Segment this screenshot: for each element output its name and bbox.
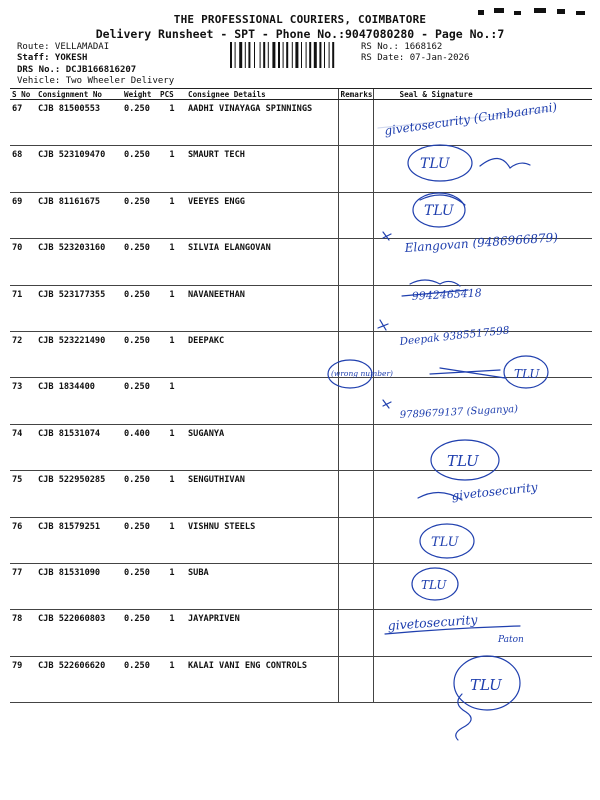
row-consignee: VISHNU STEELS [186,517,338,563]
row-pcs: 1 [158,146,186,192]
row-pcs: 1 [158,100,186,146]
row-sno: 69 [10,192,36,238]
row-weight: 0.250 [122,100,158,146]
col-consignment: Consignment No [36,89,122,100]
stamp-text: TLU [447,452,479,470]
row-consignee: KALAI VANI ENG CONTROLS [186,656,338,702]
table-row [10,239,592,285]
row-consignment: CJB 1834400 [36,378,122,424]
row-weight: 0.250 [122,331,158,377]
row-sno: 75 [10,471,36,517]
row-weight: 0.250 [122,517,158,563]
row-pcs: 1 [158,424,186,470]
handwritten-note: givetosecurity [387,611,478,633]
row-consignee: VEEYES ENGG [186,192,338,238]
runsheet-subtitle: Delivery Runsheet - SPT - Phone No.:9047080280 - Page No.:7 [95,27,505,41]
row-weight: 0.400 [122,424,158,470]
row-sno: 67 [10,100,36,146]
staff-label: Staff: YOKESH [17,53,88,63]
row-seal-signature [373,610,592,656]
row-remarks [338,378,373,424]
row-consignee: SENGUTHIVAN [186,471,338,517]
stamp-text: TLU [514,367,540,381]
row-pcs: 1 [158,239,186,285]
handwritten-note: Deepak 9385517598 [399,324,511,348]
row-pcs: 1 [158,192,186,238]
row-remarks [338,424,373,470]
row-sno: 71 [10,285,36,331]
row-consignment: CJB 81500553 [36,100,122,146]
table-row [10,424,592,470]
row-pcs: 1 [158,517,186,563]
row-seal-signature [373,656,592,702]
row-weight: 0.250 [122,656,158,702]
row-seal-signature [373,471,592,517]
row-pcs: 1 [158,610,186,656]
row-consignment: CJB 522606620 [36,656,122,702]
handwritten-note: givetosecurity (Cumbaarani) [383,99,558,138]
row-seal-signature [373,424,592,470]
row-weight: 0.250 [122,285,158,331]
row-consignee: NAVANEETHAN [186,285,338,331]
row-pcs: 1 [158,471,186,517]
row-consignee: AADHI VINAYAGA SPINNINGS [186,100,338,146]
row-pcs: 1 [158,285,186,331]
row-remarks [338,285,373,331]
row-sno: 73 [10,378,36,424]
table-header-row [10,89,592,100]
row-weight: 0.250 [122,192,158,238]
row-remarks [338,610,373,656]
table-row [10,517,592,563]
table-row [10,192,592,238]
table-row [10,563,592,609]
handwritten-note: Paton [498,635,524,645]
row-remarks [338,192,373,238]
row-consignment: CJB 81531074 [36,424,122,470]
row-seal-signature [373,378,592,424]
row-remarks [338,656,373,702]
col-weight: Weight [122,89,158,100]
row-remarks [338,100,373,146]
company-title: THE PROFESSIONAL COURIERS, COIMBATORE [173,13,427,26]
row-consignment: CJB 523177355 [36,285,122,331]
row-remarks [338,239,373,285]
col-sno: S No [10,89,36,100]
corner-marks [442,2,592,62]
row-weight: 0.250 [122,471,158,517]
row-sno: 76 [10,517,36,563]
row-consignee: JAYAPRIVEN [186,610,338,656]
row-sno: 78 [10,610,36,656]
col-remarks: Remarks [338,89,373,100]
stamp-text: TLU [424,203,454,219]
row-consignment: CJB 81161675 [36,192,122,238]
row-pcs: 1 [158,331,186,377]
row-consignment: CJB 523221490 [36,331,122,377]
row-sno: 77 [10,563,36,609]
row-seal-signature [373,100,592,146]
drs-number: DRS No.: DCJB166816207 [17,65,137,75]
row-remarks [338,471,373,517]
row-consignment: CJB 522060803 [36,610,122,656]
row-remarks [338,146,373,192]
stamp-text: TLU [421,578,447,592]
row-remarks [338,517,373,563]
rs-number: RS No.: 1668162 [361,42,443,52]
barcode-icon [230,42,358,68]
handwritten-note: givetosecurity [450,480,539,503]
row-consignee: SMAURT TECH [186,146,338,192]
row-consignment: CJB 523109470 [36,146,122,192]
col-consignee: Consignee Details [186,89,338,100]
row-seal-signature [373,331,592,377]
row-sno: 74 [10,424,36,470]
row-consignee: SUBA [186,563,338,609]
row-pcs: 1 [158,563,186,609]
vehicle-label: Vehicle: Two Wheeler Delivery [17,76,175,86]
route-label: Route: VELLAMADAI [17,42,110,52]
row-weight: 0.250 [122,239,158,285]
row-remarks [338,331,373,377]
handwritten-note: Elangovan (9486966879) [404,230,559,255]
rs-date: RS Date: 07-Jan-2026 [361,53,470,63]
row-pcs: 1 [158,378,186,424]
table-row [10,378,592,424]
row-remarks [338,563,373,609]
row-consignee [186,378,338,424]
row-sno: 70 [10,239,36,285]
row-weight: 0.250 [122,610,158,656]
row-sno: 79 [10,656,36,702]
row-consignment: CJB 523203160 [36,239,122,285]
row-seal-signature [373,192,592,238]
row-consignee: DEEPAKC [186,331,338,377]
row-consignee: SILVIA ELANGOVAN [186,239,338,285]
row-seal-signature [373,239,592,285]
handwritten-note: 9942465418 [411,286,483,303]
col-pcs: PCS [158,89,186,100]
row-weight: 0.250 [122,378,158,424]
row-consignment: CJB 81531090 [36,563,122,609]
table-row [10,285,592,331]
stamp-text: TLU [470,676,502,694]
row-seal-signature [373,563,592,609]
stamp-text: TLU [431,535,459,550]
row-sno: 72 [10,331,36,377]
remark-note: (wrong number) [331,369,393,378]
row-consignment: CJB 81579251 [36,517,122,563]
table-row [10,656,592,702]
row-weight: 0.250 [122,146,158,192]
row-seal-signature [373,517,592,563]
row-seal-signature [373,285,592,331]
runsheet-table [10,88,592,703]
table-row [10,331,592,377]
table-row [10,100,592,146]
row-consignment: CJB 522950285 [36,471,122,517]
table-row [10,146,592,192]
col-seal: Seal & Signature [373,89,592,100]
table-row [10,610,592,656]
row-weight: 0.250 [122,563,158,609]
row-seal-signature [373,146,592,192]
row-consignee: SUGANYA [186,424,338,470]
table-row [10,471,592,517]
row-sno: 68 [10,146,36,192]
row-pcs: 1 [158,656,186,702]
stamp-text: TLU [420,156,450,172]
handwritten-note: 9789679137 (Suganya) [399,403,519,421]
